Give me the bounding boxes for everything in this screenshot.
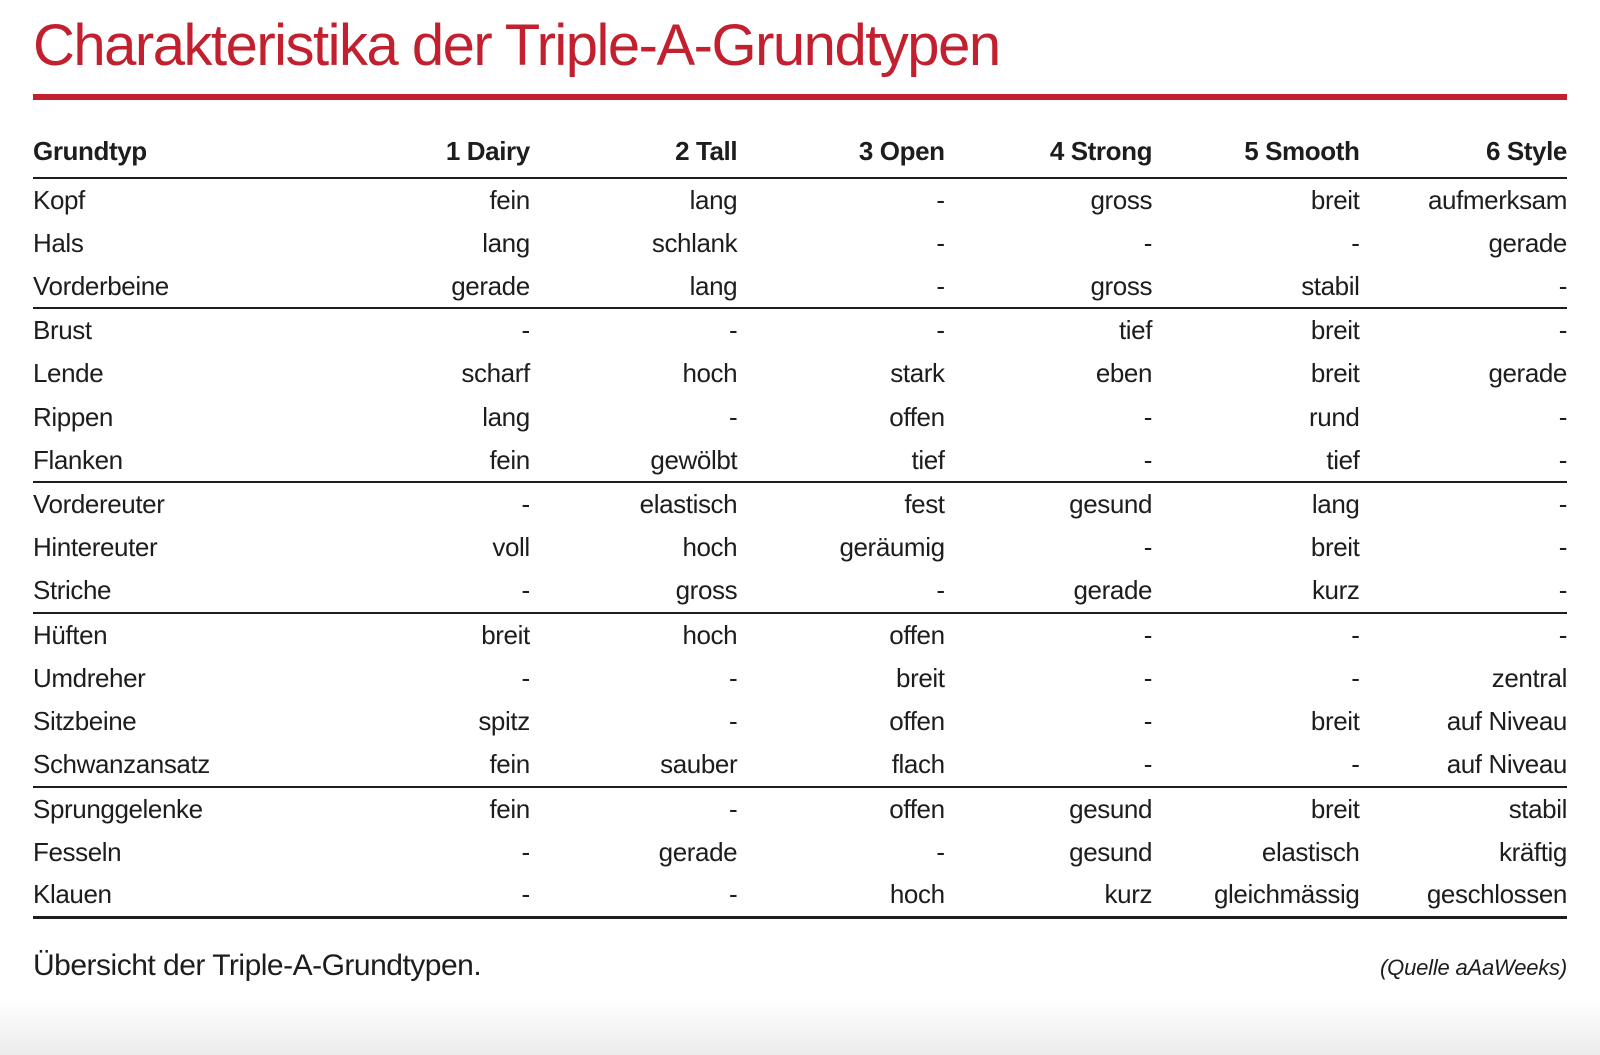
cell-value: lang [689,184,738,215]
table-row [33,830,1567,874]
cell-value: rund [1309,401,1360,432]
cell-value: hoch [682,358,738,389]
cell-value: stabil [1508,793,1567,824]
cell-value: gross [530,569,737,613]
cell-value: stark [890,358,945,389]
cell-value: - [322,569,529,613]
table-row [33,700,1567,744]
cell-value: - [1143,401,1153,432]
cell-value: gerade [1488,227,1567,258]
column-header-4-strong: 4 Strong [945,136,1152,178]
cell-value: - [737,569,944,613]
cell-value: - [521,836,530,867]
cell-value: gross [945,265,1152,309]
column-header-1-dairy: 1 Dairy [322,136,529,178]
row-label: Rippen [33,401,113,432]
table-row [33,439,1567,483]
cell-value: gesund [1069,489,1153,520]
cell-value: - [1143,662,1153,693]
cell-value: - [530,874,737,918]
characteristics-table [33,136,1567,919]
caption-bar [33,949,1567,983]
cell-value: breit [1310,706,1360,737]
cell-value: fest [904,489,945,520]
cell-value: kräftig [1498,836,1567,867]
row-label: Schwanzansatz [33,743,322,787]
table-row [33,308,1567,352]
cell-value: - [728,401,738,432]
table-row [33,265,1567,309]
cell-value: - [1558,489,1567,520]
row-label: Hals [33,227,84,258]
row-label: Flanken [33,439,322,483]
table-header-row [33,136,1567,178]
table-row [33,395,1567,439]
row-label: Hintereuter [33,532,158,563]
column-header-grundtyp: Grundtyp [33,136,322,178]
cell-value: hoch [682,532,738,563]
cell-value: elastisch [639,489,738,520]
cell-value: geräumig [839,532,945,563]
row-label: Hüften [33,619,108,650]
cell-value: offen [889,619,945,650]
cell-value: geschlossen [1359,874,1567,918]
cell-value: elastisch [1261,836,1360,867]
column-header-3-open: 3 Open [737,136,944,178]
cell-value: kurz [1152,569,1359,613]
cell-value: flach [737,743,944,787]
cell-value: sauber [530,743,737,787]
cell-value: - [1152,743,1359,787]
cell-value: auf Niveau [1446,706,1567,737]
table-row [33,613,1567,657]
table-row [33,482,1567,526]
row-label: Vordereuter [33,489,165,520]
row-label: Brust [33,315,92,346]
cell-value: - [322,874,529,918]
row-label: Kopf [33,184,85,215]
cell-value: - [936,184,945,215]
cell-value: breit [1310,315,1360,346]
cell-value: - [945,439,1152,483]
column-header-5-smooth: 5 Smooth [1152,136,1359,178]
cell-value: breit [1310,532,1360,563]
cell-value: tief [1152,439,1359,483]
cell-value: - [728,662,738,693]
table-row [33,874,1567,918]
cell-value: - [521,315,530,346]
row-label: Striche [33,569,322,613]
cell-value: offen [889,793,945,824]
column-header-6-style: 6 Style [1359,136,1567,178]
cell-value: gerade [658,836,738,867]
cell-value: gerade [1488,358,1567,389]
cell-value: - [1351,662,1360,693]
row-label: Vorderbeine [33,265,322,309]
cell-value: fein [322,439,529,483]
cell-value: breit [481,619,530,650]
cell-value: gesund [1069,793,1153,824]
page-title: Charakteristika der Triple-A-Grundtypen [33,13,1000,78]
table-row [33,178,1567,222]
cell-value: - [728,315,738,346]
table-row [33,352,1567,396]
cell-value: aufmerksam [1427,184,1567,215]
cell-value: lang [482,227,530,258]
cell-value: - [1558,315,1567,346]
cell-value: gesund [1069,836,1153,867]
cell-value: scharf [461,358,530,389]
cell-value: - [945,743,1152,787]
cell-value: - [1558,401,1567,432]
cell-value: - [1359,569,1567,613]
cell-value: - [728,706,738,737]
cell-value: gerade [945,569,1152,613]
table-body [33,178,1567,918]
cell-value: gross [1090,184,1153,215]
cell-value: spitz [478,706,530,737]
cell-value: - [936,315,945,346]
table-row [33,526,1567,570]
cell-value: lang [1311,489,1360,520]
row-label: Fesseln [33,836,122,867]
cell-value: breit [896,662,945,693]
cell-value: offen [889,401,945,432]
table-row [33,787,1567,831]
cell-value: - [936,227,945,258]
cell-value: offen [889,706,945,737]
cell-value: fein [489,793,530,824]
table-row [33,743,1567,787]
cell-value: tief [737,439,944,483]
table-row [33,656,1567,700]
cell-value: lang [482,401,530,432]
cell-value: hoch [737,874,944,918]
row-label: Klauen [33,874,322,918]
cell-value: - [737,265,944,309]
row-label: Lende [33,358,104,389]
cell-value: - [1351,227,1360,258]
cell-value: - [1558,619,1567,650]
cell-value: hoch [682,619,738,650]
cell-value: breit [1310,358,1360,389]
cell-value: - [1359,265,1567,309]
cell-value: eben [1095,358,1153,389]
cell-value: fein [322,743,529,787]
cell-value: - [521,489,530,520]
cell-value: kurz [945,874,1152,918]
cell-value: lang [530,265,737,309]
column-header-2-tall: 2 Tall [530,136,737,178]
cell-value: voll [492,532,530,563]
cell-value: - [1143,532,1153,563]
cell-value: gewölbt [530,439,737,483]
cell-value: - [936,836,945,867]
table-header [33,136,1567,178]
cell-value: breit [1310,184,1360,215]
cell-value: zentral [1491,662,1567,693]
cell-value: - [521,662,530,693]
cell-value: stabil [1152,265,1359,309]
title-divider-rule [33,94,1567,100]
page-bottom-fade [0,997,1600,1055]
cell-value: gleichmässig [1152,874,1359,918]
row-label: Sitzbeine [33,706,137,737]
cell-value: gerade [322,265,529,309]
cell-value: schlank [651,227,738,258]
table-caption: Übersicht der Triple-A-Grundtypen. [33,948,482,982]
cell-value: tief [1118,315,1153,346]
cell-value: - [1143,619,1153,650]
cell-value: - [728,793,738,824]
row-label: Sprunggelenke [33,793,203,824]
cell-value: auf Niveau [1359,743,1567,787]
cell-value: breit [1310,793,1360,824]
cell-value: - [1359,439,1567,483]
cell-value: - [1143,706,1153,737]
source-note: (Quelle aAaWeeks) [1380,954,1567,980]
cell-value: - [1558,532,1567,563]
cell-value: fein [489,184,530,215]
table-row [33,569,1567,613]
cell-value: - [1351,619,1360,650]
row-label: Umdreher [33,662,146,693]
cell-value: - [1143,227,1153,258]
table-row [33,221,1567,265]
